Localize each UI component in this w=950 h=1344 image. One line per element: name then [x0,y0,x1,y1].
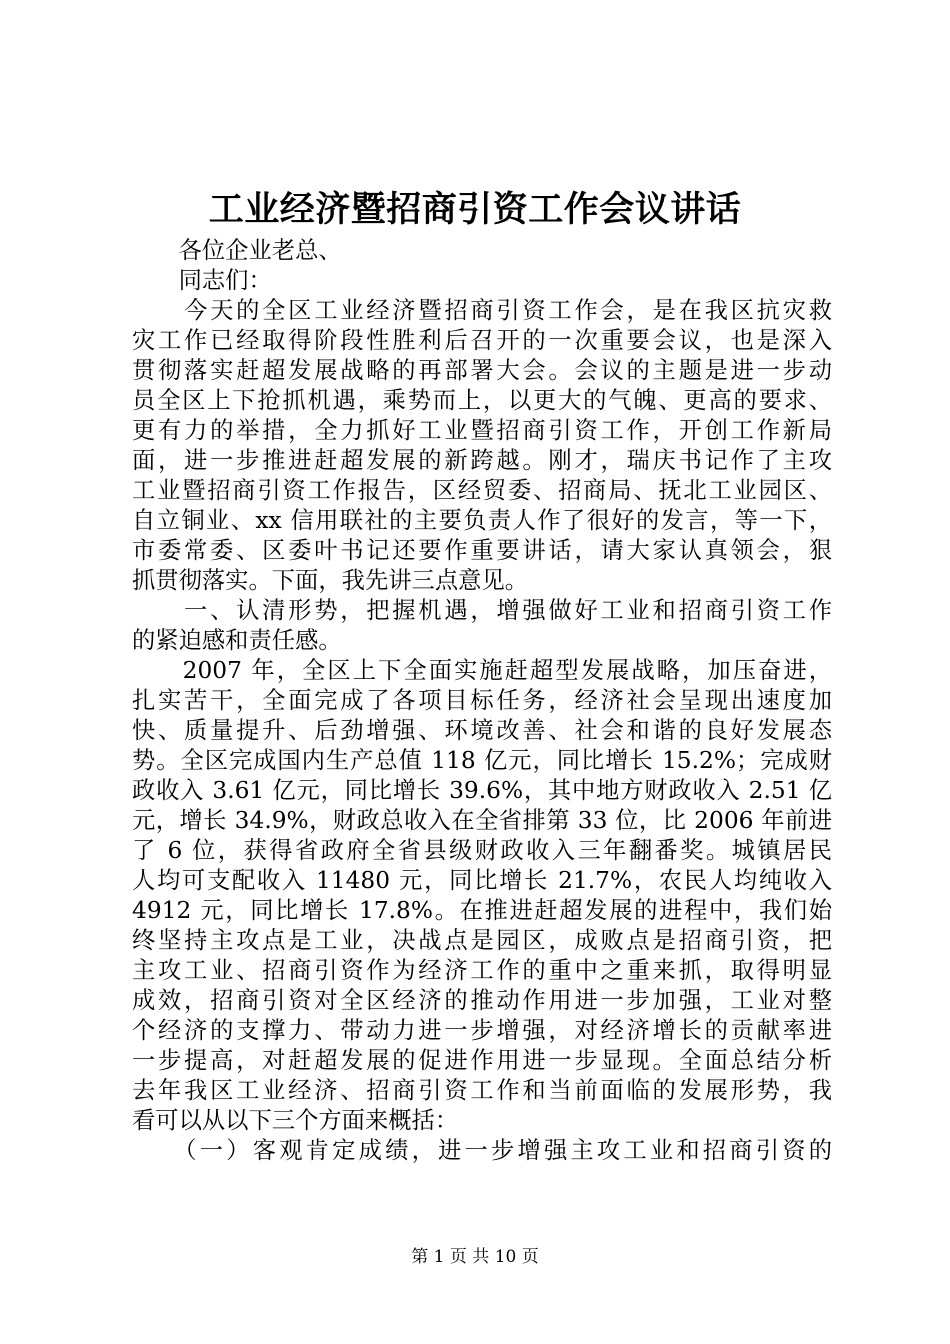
body-line: 各位企业老总、 [132,237,342,264]
body-line: 了 6 位，获得省政府全省县级财政收入三年翻番奖。城镇居民 [132,837,832,864]
body-line: 主攻工业、招商引资作为经济工作的重中之重来抓，取得明显 [132,957,832,984]
body-line: 一、认清形势，把握机遇，增强做好工业和招商引资工作 [132,597,832,624]
body-line: 个经济的支撑力、带动力进一步增强，对经济增长的贡献率进 [132,1017,832,1044]
body-line: 更有力的举措，全力抓好工业暨招商引资工作，开创工作新局 [132,417,832,444]
page-footer: 第 1 页 共 10 页 [411,1247,539,1267]
body-line: 人均可支配收入 11480 元，同比增长 21.7%，农民人均纯收入 [132,867,832,894]
body-line: 面，进一步推进赶超发展的新跨越。刚才，瑞庆书记作了主攻 [132,447,832,474]
body-line: 同志们： [132,267,272,294]
body-line: （一）客观肯定成绩，进一步增强主攻工业和招商引资的 [132,1137,832,1164]
body-line: 灾工作已经取得阶段性胜利后召开的一次重要会议，也是深入 [132,327,832,354]
body-line: 扎实苦干，全面完成了各项目标任务，经济社会呈现出速度加 [132,687,832,714]
body-line: 势。全区完成国内生产总值 118 亿元，同比增长 15.2%；完成财 [132,747,832,774]
body-line: 元，增长 34.9%，财政总收入在全省排第 33 位，比 2006 年前进 [132,807,832,834]
body-line: 一步提高，对赶超发展的促进作用进一步显现。全面总结分析 [132,1047,832,1074]
body-line: 快、质量提升、后劲增强、环境改善、社会和谐的良好发展态 [132,717,832,744]
body-line: 工业暨招商引资工作报告，区经贸委、招商局、抚北工业园区、 [132,477,832,504]
body-line: 去年我区工业经济、招商引资工作和当前面临的发展形势，我 [132,1077,832,1104]
body-line: 贯彻落实赶超发展战略的再部署大会。会议的主题是进一步动 [132,357,832,384]
body-line: 成效，招商引资对全区经济的推动作用进一步加强，工业对整 [132,987,832,1014]
body-line: 政收入 3.61 亿元，同比增长 39.6%，其中地方财政收入 2.51 亿 [132,777,832,804]
document-body [132,236,832,1166]
body-line: 看可以从以下三个方面来概括： [132,1107,459,1134]
body-line: 抓贯彻落实。下面，我先讲三点意见。 [132,567,529,594]
body-line: 今天的全区工业经济暨招商引资工作会，是在我区抗灾救 [132,297,832,324]
body-line: 员全区上下抢抓机遇，乘势而上，以更大的气魄、更高的要求、 [132,387,832,414]
body-line: 市委常委、区委叶书记还要作重要讲话，请大家认真领会，狠 [132,537,832,564]
body-line: 的紧迫感和责任感。 [132,627,342,654]
body-line: 终坚持主攻点是工业，决战点是园区，成败点是招商引资，把 [132,927,832,954]
body-line: 2007 年，全区上下全面实施赶超型发展战略，加压奋进， [132,657,832,684]
body-line: 4912 元，同比增长 17.8%。在推进赶超发展的进程中，我们始 [132,897,832,924]
body-line: 自立铜业、xx 信用联社的主要负责人作了很好的发言，等一下， [132,507,832,534]
document-title: 工业经济暨招商引资工作会议讲话 [208,189,742,230]
